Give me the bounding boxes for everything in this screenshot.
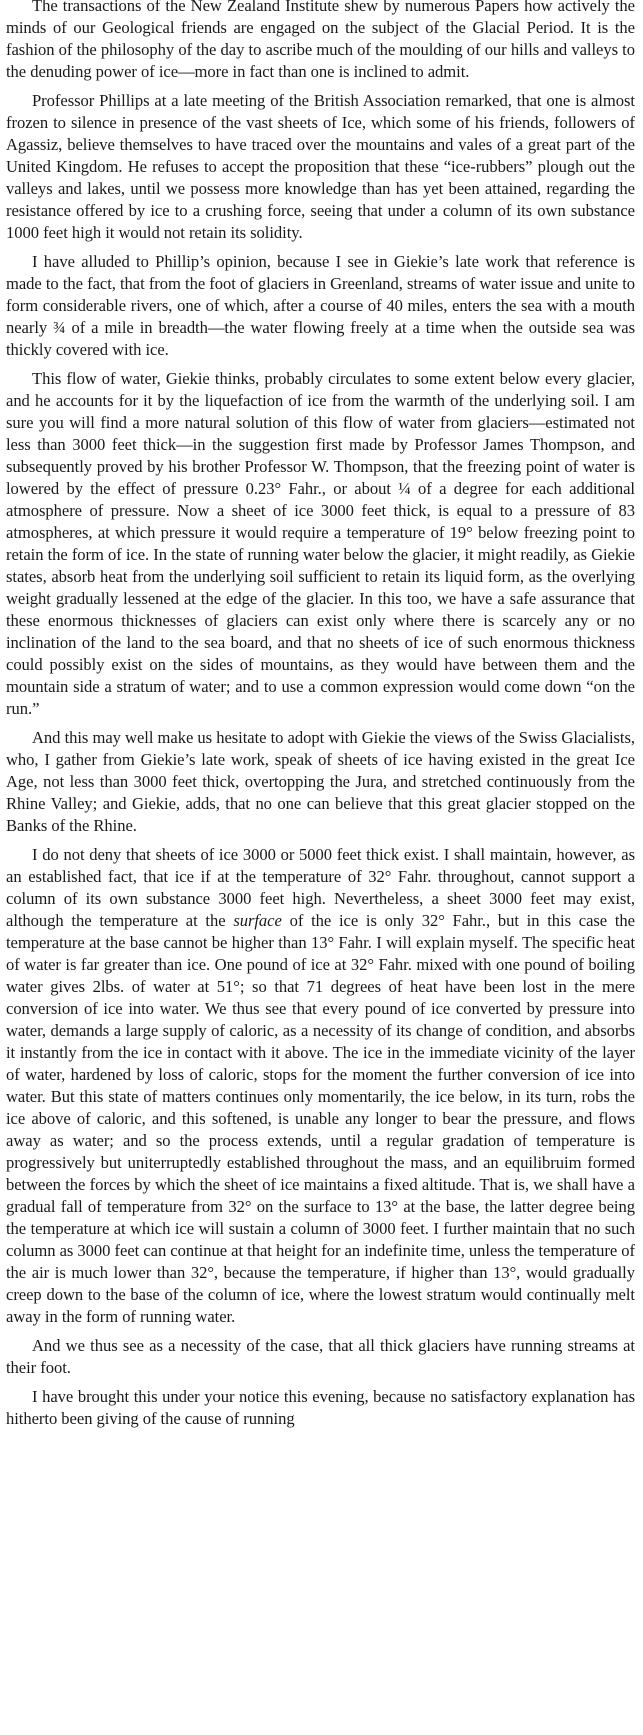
text-segment: I do not deny that sheets of ice 3000 or 5000 feet thick exist. I shall maintain, however, as an established fact, that ice if at the temperature of 32° Fahr. throughout, cannot support a column of its own substance 3000 feet high. Nevertheless, a sheet 3000 feet may exist, although the temperature at the bbox=[6, 845, 635, 930]
text-segment: And we thus see as a necessity of the case, that all thick glaciers have running streams at their foot. bbox=[6, 1336, 635, 1377]
paragraph-1 bbox=[6, 0, 635, 83]
paragraph-6 bbox=[6, 844, 635, 1328]
text-segment: I have brought this under your notice this evening, because no satisfactory explanation has hitherto been giving of the cause of running bbox=[6, 1387, 635, 1428]
paragraph-5 bbox=[6, 727, 635, 837]
paragraph-4 bbox=[6, 368, 635, 720]
text-segment: This flow of water, Giekie thinks, probably circulates to some extent below every glacier, and he accounts for it by the liquefaction of ice from the warmth of the underlying soil. I am sure you will find a more natural solution of this flow of water from glaciers—estimated not less than 3000 feet thick—in the suggestion first made by Professor James Thompson, and subsequently proved by his brother Professor W. Thompson, that the freezing point of water is lowered by the effect of pressure 0.23° Fahr., or about ¼ of a degree for each additional atmosphere of pressure. Now a sheet of ice 3000 feet thick, is equal to a pressure of 83 atmospheres, at which pressure it would require a temperature of 19° below freezing point to retain the form of ice. In the state of running water below the glacier, it might readily, as Giekie states, absorb heat from the underlying soil sufficient to retain its liquid form, as the overlying weight gradually lessened at the edge of the glacier. In this too, we have a safe assurance that these enormous thicknesses of glaciers can exist only where there is scarcely any or no inclination of the land to the sea board, and that no sheets of ice of such enormous thickness could possibly exist on the sides of mountains, as they would have between them and the mountain side a stratum of water; and to use a common expression would come down “on the run.” bbox=[6, 369, 635, 718]
text-segment: The transactions of the New Zealand Institute shew by numerous Papers how actively the minds of our Geological friends are engaged on the subject of the Glacial Period. It is the fashion of the philosophy of the day to ascribe much of the moulding of our hills and valleys to the denuding power of ice—more in fact than one is inclined to admit. bbox=[6, 0, 635, 81]
text-segment: Professor Phillips at a late meeting of the British Association remarked, that one is almost frozen to silence in presence of the vast sheets of Ice, which some of his friends, followers of Agassiz, believe themselves to have traced over the mountains and vales of a great part of the United Kingdom. He refuses to accept the proposition that these “ice-rubbers” plough out the valleys and lakes, until we possess more knowledge than has yet been attained, regarding the resistance offered by ice to a crushing force, seeing that under a column of its own substance 1000 feet high it would not retain its solidity. bbox=[6, 91, 635, 242]
paragraph-7 bbox=[6, 1335, 635, 1379]
text-segment: I have alluded to Phillip’s opinion, because I see in Giekie’s late work that reference is made to the fact, that from the foot of glaciers in Greenland, streams of water issue and unite to form considerable rivers, one of which, after a course of 40 miles, enters the sea with a mouth nearly ¾ of a mile in breadth—the water flowing freely at a time when the outside sea was thickly covered with ice. bbox=[6, 252, 635, 359]
paragraph-8 bbox=[6, 1386, 635, 1430]
paragraph-3 bbox=[6, 251, 635, 361]
text-segment: And this may well make us hesitate to adopt with Giekie the views of the Swiss Glacialists, who, I gather from Giekie’s late work, speak of sheets of ice having existed in the great Ice Age, not less than 3000 feet thick, overtopping the Jura, and stretched continuously from the Rhine Valley; and Giekie, adds, that no one can believe that this great glacier stopped on the Banks of the Rhine. bbox=[6, 728, 635, 835]
paragraph-2 bbox=[6, 90, 635, 244]
text-segment: of the ice is only 32° Fahr., but in this case the temperature at the base cannot be higher than 13° Fahr. I will explain myself. The specific heat of water is far greater than ice. One pound of ice at 32° Fahr. mixed with one pound of boiling water gives 2lbs. of water at 51°; so that 71 degrees of heat have been lost in the mere conversion of ice into water. We thus see that every pound of ice converted by pressure into water, demands a large supply of caloric, as a necessity of its change of condition, and absorbs it instantly from the ice in contact with it above. The ice in the immediate vicinity of the layer of water, hardened by loss of caloric, stops for the moment the further conversion of ice into water. But this state of matters continues only momentarily, the ice below, in its turn, robs the ice above of caloric, and this softened, is unable any longer to bear the pressure, and flows away as water; and so the process extends, until a regular gradation of temperature is progressively but uniterruptedly established throughout the mass, and an equilibruim formed between the forces by which the sheet of ice maintains a fixed altitude. That is, we shall have a gradual fall of temperature from 32° on the surface to 13° at the base, the latter degree being the temperature at which ice will sustain a column of 3000 feet. I further maintain that no such column as 3000 feet can continue at that height for an indefinite time, unless the temperature of the air is much lower than 32°, because the temperature, if higher than 13°, would gradually creep down to the base of the column of ice, where the lowest stratum would continually melt away in the form of running water. bbox=[6, 911, 635, 1326]
emphasis-text: surface bbox=[233, 911, 282, 930]
